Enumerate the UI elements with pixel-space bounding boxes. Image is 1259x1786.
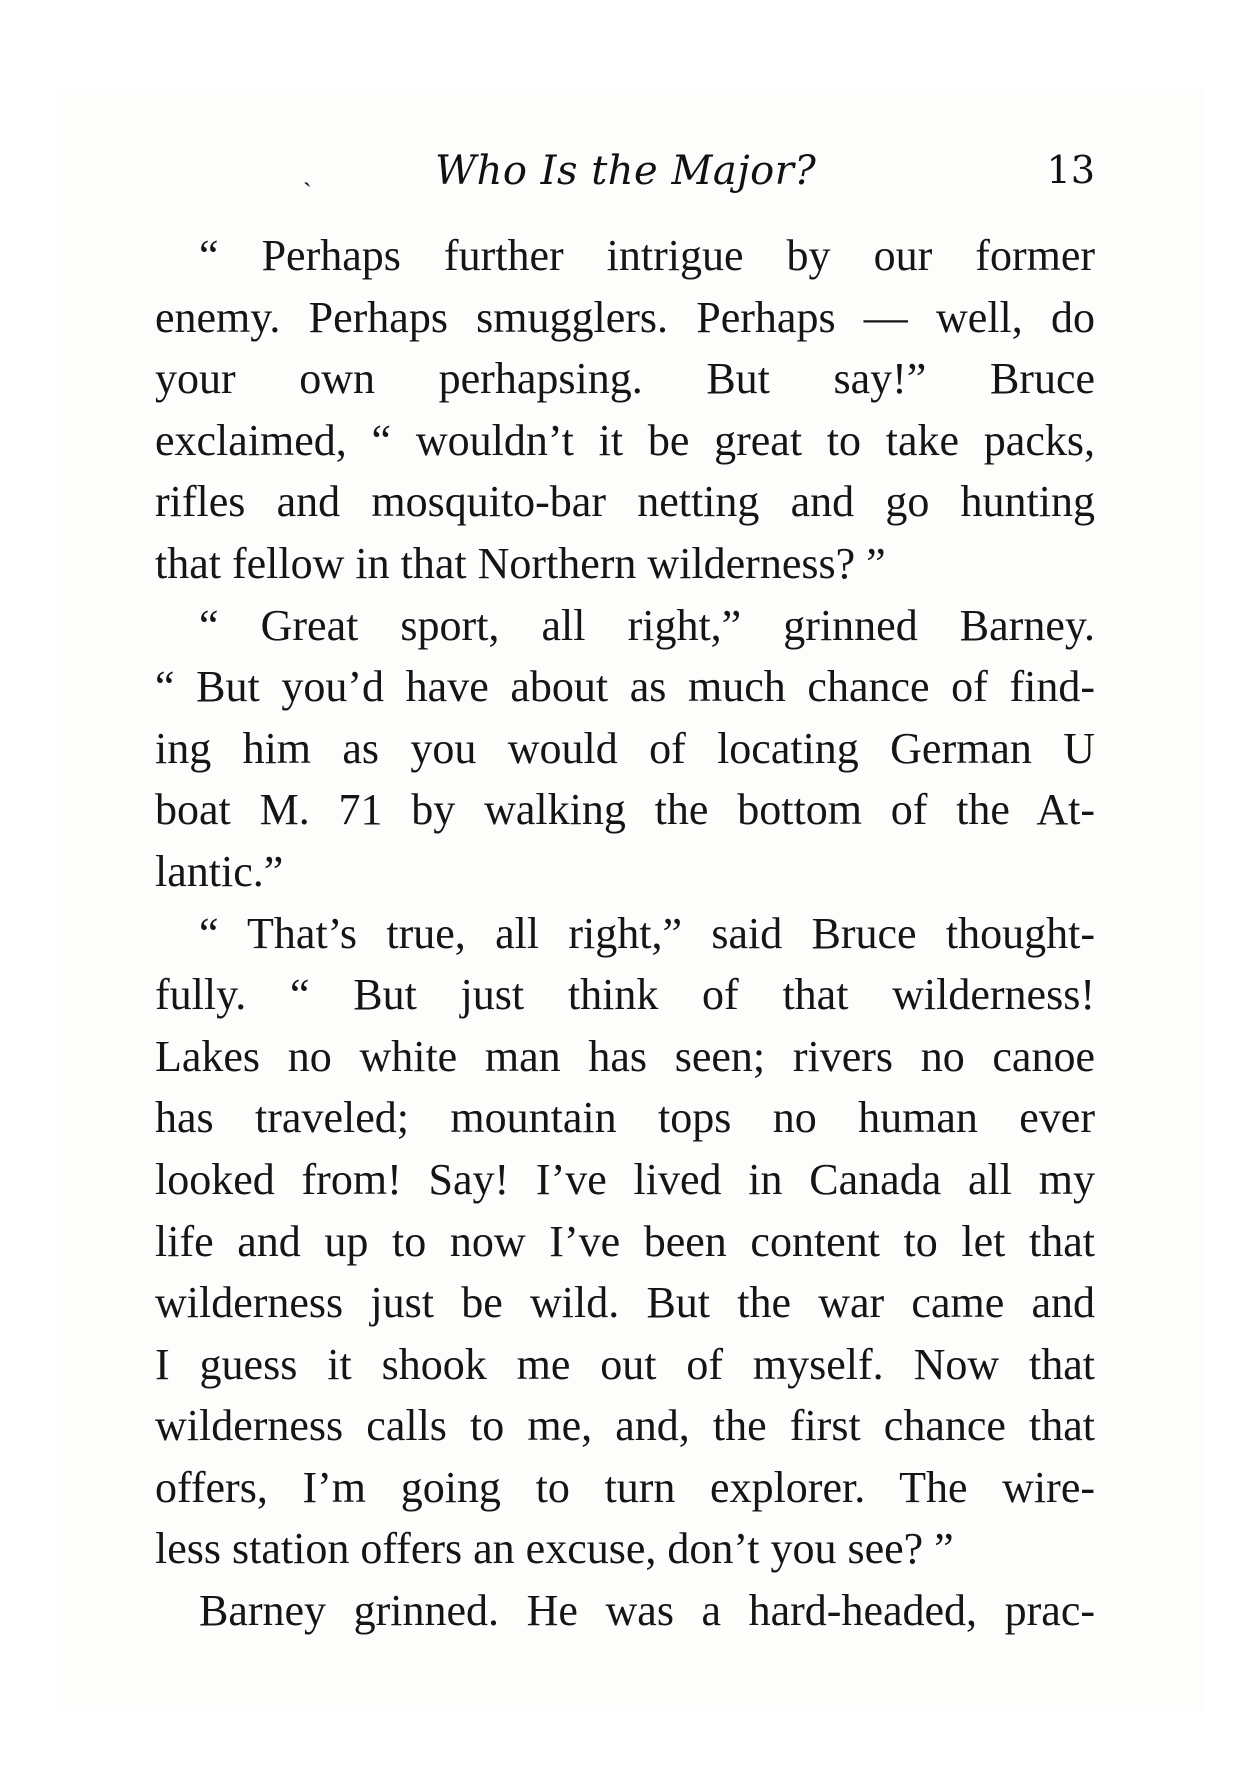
text-line: lantic.” [155, 846, 284, 896]
text-line: “ Great sport, all right,” grinned Barney. [199, 600, 1095, 650]
text-line: enemy. Perhaps smugglers. Perhaps — well, do [155, 292, 1095, 342]
text-line: that fellow in that Northern wilderness? ” [155, 538, 886, 588]
chapter-title: Who Is the Major? [435, 148, 817, 194]
text-line: rifles and mosquito-bar netting and go hunting [155, 477, 1095, 527]
text-line: has traveled; mountain tops no human ever [155, 1093, 1095, 1143]
text-line: offers, I’m going to turn explorer. The wire- [155, 1462, 1095, 1512]
page-number: 13 [1046, 148, 1095, 192]
text-line: life and up to now I’ve been content to let that [155, 1216, 1095, 1266]
text-line: fully. “ But just think of that wilderness! [155, 970, 1095, 1020]
text-line: wilderness just be wild. But the war came and [155, 1278, 1095, 1328]
page-body [155, 225, 1095, 1642]
text-line: “ But you’d have about as much chance of find- [155, 662, 1095, 712]
text-line: wilderness calls to me, and, the first chance that [155, 1401, 1095, 1451]
text-line: your own perhapsing. But say!” Bruce [155, 354, 1095, 404]
text-line: looked from! Say! I’ve lived in Canada all my [155, 1154, 1095, 1204]
text-line: “ Perhaps further intrigue by our former [199, 231, 1095, 280]
text-line: less station offers an excuse, don’t you see? ” [155, 1524, 954, 1574]
text-line: Barney grinned. He was a hard-headed, prac- [199, 1586, 1095, 1636]
text-line: ing him as you would of locating German U [155, 723, 1095, 773]
header-mark: ˎ [303, 158, 312, 188]
text-line: exclaimed, “ wouldn’t it be great to take packs, [155, 415, 1095, 465]
text-line: Lakes no white man has seen; rivers no canoe [155, 1031, 1095, 1081]
text-line: boat M. 71 by walking the bottom of the At- [155, 785, 1095, 835]
running-header [155, 148, 1095, 208]
text-line: “ That’s true, all right,” said Bruce thought- [199, 908, 1095, 958]
text-line: I guess it shook me out of myself. Now that [155, 1339, 1095, 1389]
